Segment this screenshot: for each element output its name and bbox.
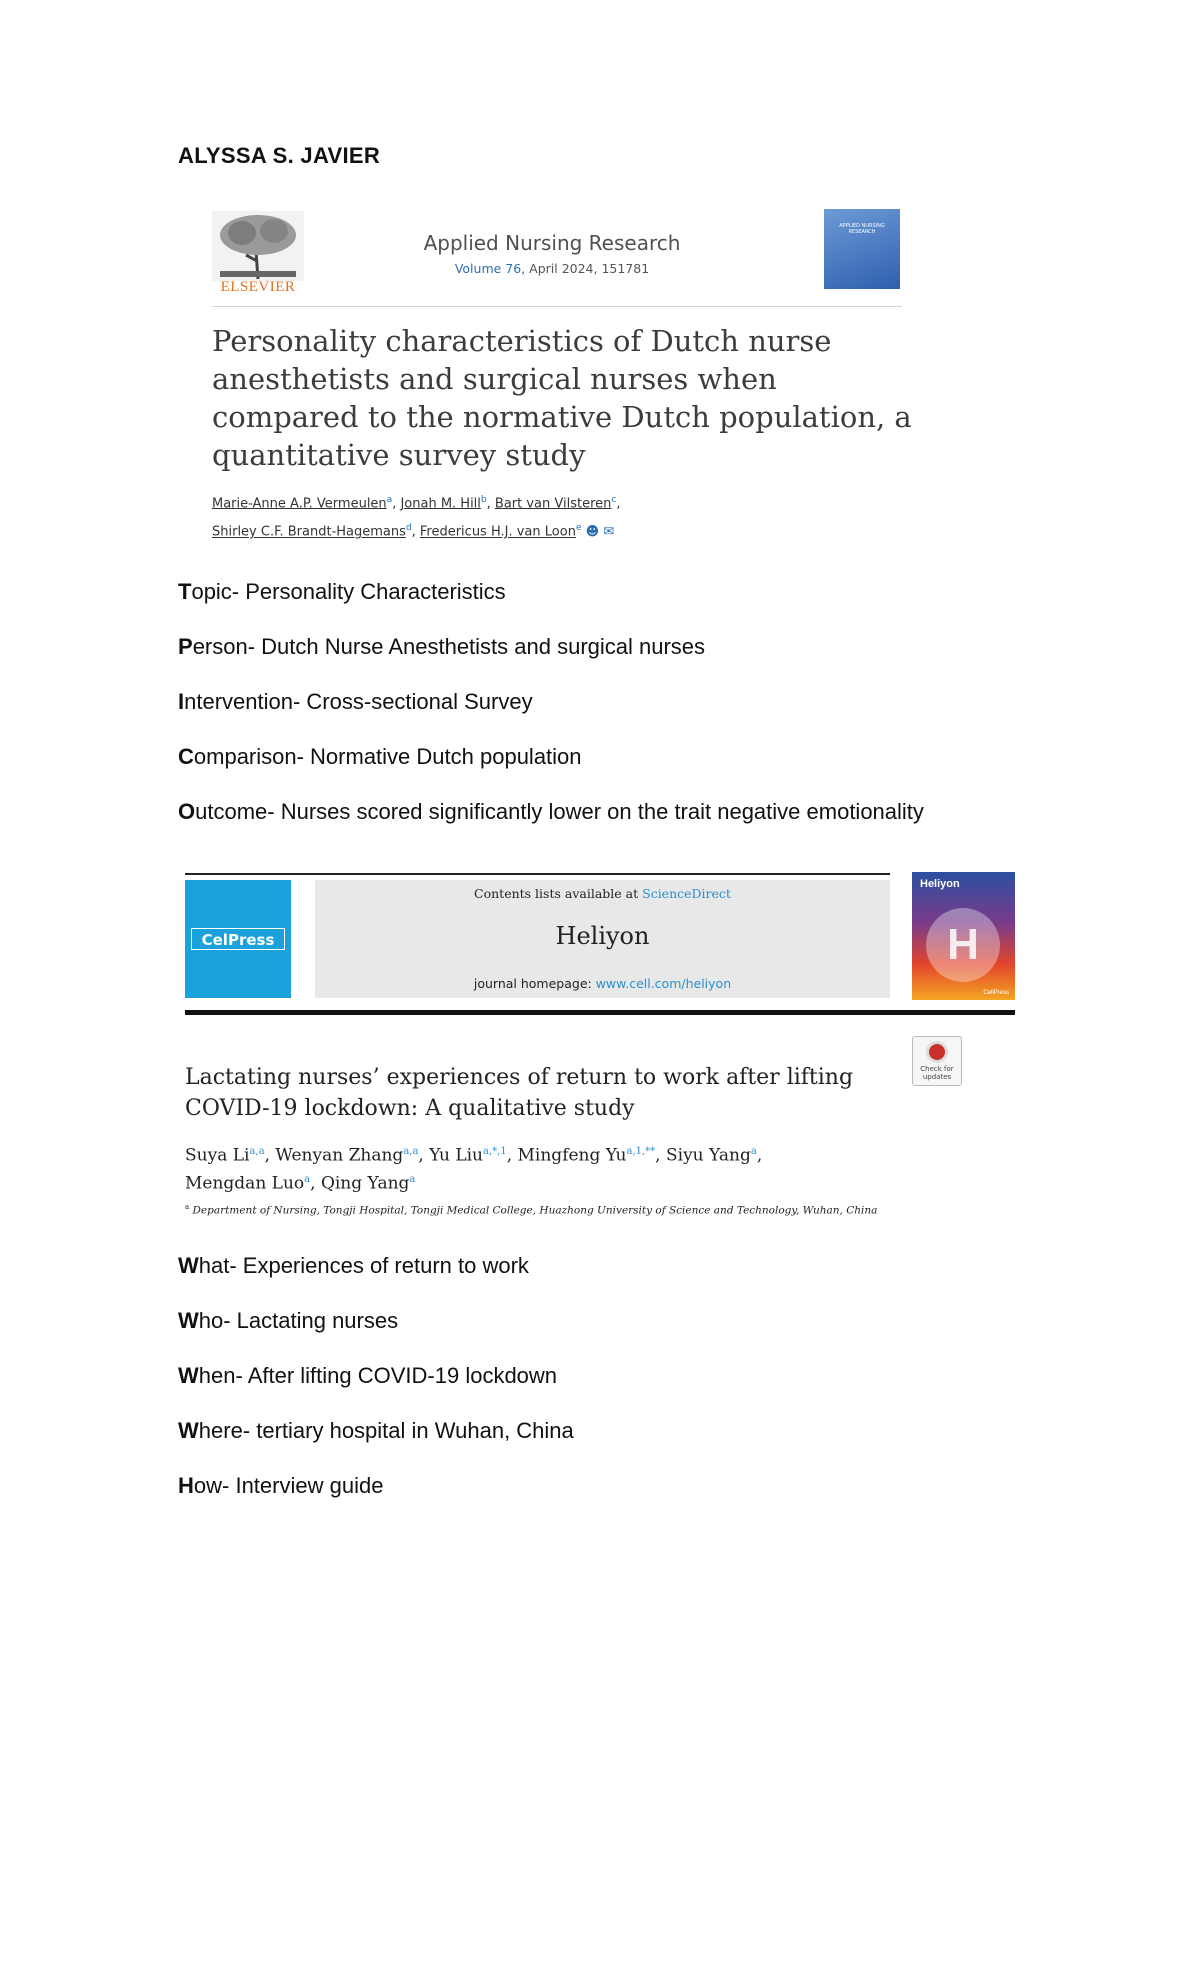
paper1-header xyxy=(212,205,912,540)
author-link[interactable]: Bart van Vilsteren xyxy=(494,496,612,512)
five-w-what: What- Experiences of return to work xyxy=(178,1253,529,1278)
author-link[interactable]: Marie-Anne A.P. Vermeulen xyxy=(212,496,387,512)
pico-comparison: Comparison- Normative Dutch population xyxy=(178,744,582,769)
pico-topic: Topic- Personality Characteristics xyxy=(178,579,506,604)
five-w-how: How- Interview guide xyxy=(178,1473,384,1498)
heliyon-cover xyxy=(912,872,1015,1000)
five-w-who: Who- Lactating nurses xyxy=(178,1308,399,1333)
cover-journal-name: Heliyon xyxy=(920,878,960,890)
paper1-title: Personality characteristics of Dutch nurse anesthetists and surgical nurses when compared to the normative Dutch population, a quantitative survey study xyxy=(212,324,912,472)
homepage-link[interactable]: www.cell.com/heliyon xyxy=(595,976,732,991)
cover-title: APPLIED NURSING RESEARCH xyxy=(839,223,885,235)
author-link[interactable]: Fredericus H.J. van Loon xyxy=(419,524,576,540)
cellpress-badge: CelPress xyxy=(191,928,285,950)
five-w-when: When- After lifting COVID-19 lockdown xyxy=(178,1363,558,1388)
paper1-authors: Marie-Anne A.P. Vermeulen$^a$, Jonah M. Hill$^b$, Bart van Vilsteren$^c$, Shirley C.F. Brandt-Hagemans$^d$, Fredericus H.J. van Loon$^e$ ☻ ✉ xyxy=(212,495,621,540)
journal-cover-thumbnail xyxy=(824,209,900,289)
cellpress-logo xyxy=(185,880,291,998)
envelope-icon[interactable]: ✉ xyxy=(603,524,615,540)
pico-person: Person- Dutch Nurse Anesthetists and surgical nurses xyxy=(178,634,706,659)
paper2-title: Lactating nurses’ experiences of return to work after lifting COVID-19 lockdown: A qualitative study xyxy=(185,1065,854,1121)
divider xyxy=(212,306,902,307)
journal-name: Applied Nursing Research xyxy=(423,231,681,255)
volume-link[interactable]: Volume 76 xyxy=(454,261,522,276)
bookmark-icon xyxy=(926,1041,948,1063)
author-name: ALYSSA S. JAVIER xyxy=(178,143,381,168)
divider xyxy=(185,1010,1015,1015)
person-icon[interactable]: ☻ xyxy=(585,524,600,540)
volume-info: Volume 76, April 2024, 151781 xyxy=(454,261,650,276)
check-label: Check for updates xyxy=(920,1065,954,1081)
elsevier-wordmark: ELSEVIER xyxy=(220,279,296,295)
pico-outcome: Outcome- Nurses scored significantly lower on the trait negative emotionality xyxy=(178,799,924,824)
author-link[interactable]: Shirley C.F. Brandt-Hagemans xyxy=(212,524,406,540)
pico-intervention: Intervention- Cross-sectional Survey xyxy=(178,689,533,714)
sciencedirect-link[interactable]: ScienceDirect xyxy=(642,886,731,901)
check-for-updates-button[interactable] xyxy=(912,1036,962,1086)
five-w-where: Where- tertiary hospital in Wuhan, China xyxy=(178,1418,574,1443)
divider xyxy=(185,873,890,875)
paper2-authors: Suya Li$^{a,a}$, Wenyan Zhang$^{a,a}$, Yu Liu$^{a,*,1}$, Mingfeng $Yu^{a,1,**}$, Siyu Yang$^a$, Mengdan Luo$^a$, Qing Yang$^a$ xyxy=(185,1145,763,1194)
cover-publisher: CellPress xyxy=(983,990,1009,996)
journal-name: Heliyon xyxy=(555,922,650,950)
homepage-line: journal homepage: www.cell.com/heliyon xyxy=(473,976,732,991)
cover-letter: H xyxy=(947,920,979,969)
journal-banner xyxy=(315,880,890,998)
paper2-affiliation: $^a$ Department of Nursing, Tongji Hospital, Tongji Medical College, Huazhong University of Science and Technology, Wuhan, China xyxy=(185,1203,878,1217)
contents-line: Contents lists available at ScienceDirect xyxy=(474,886,731,901)
author-link[interactable]: Jonah M. Hill xyxy=(400,496,481,512)
